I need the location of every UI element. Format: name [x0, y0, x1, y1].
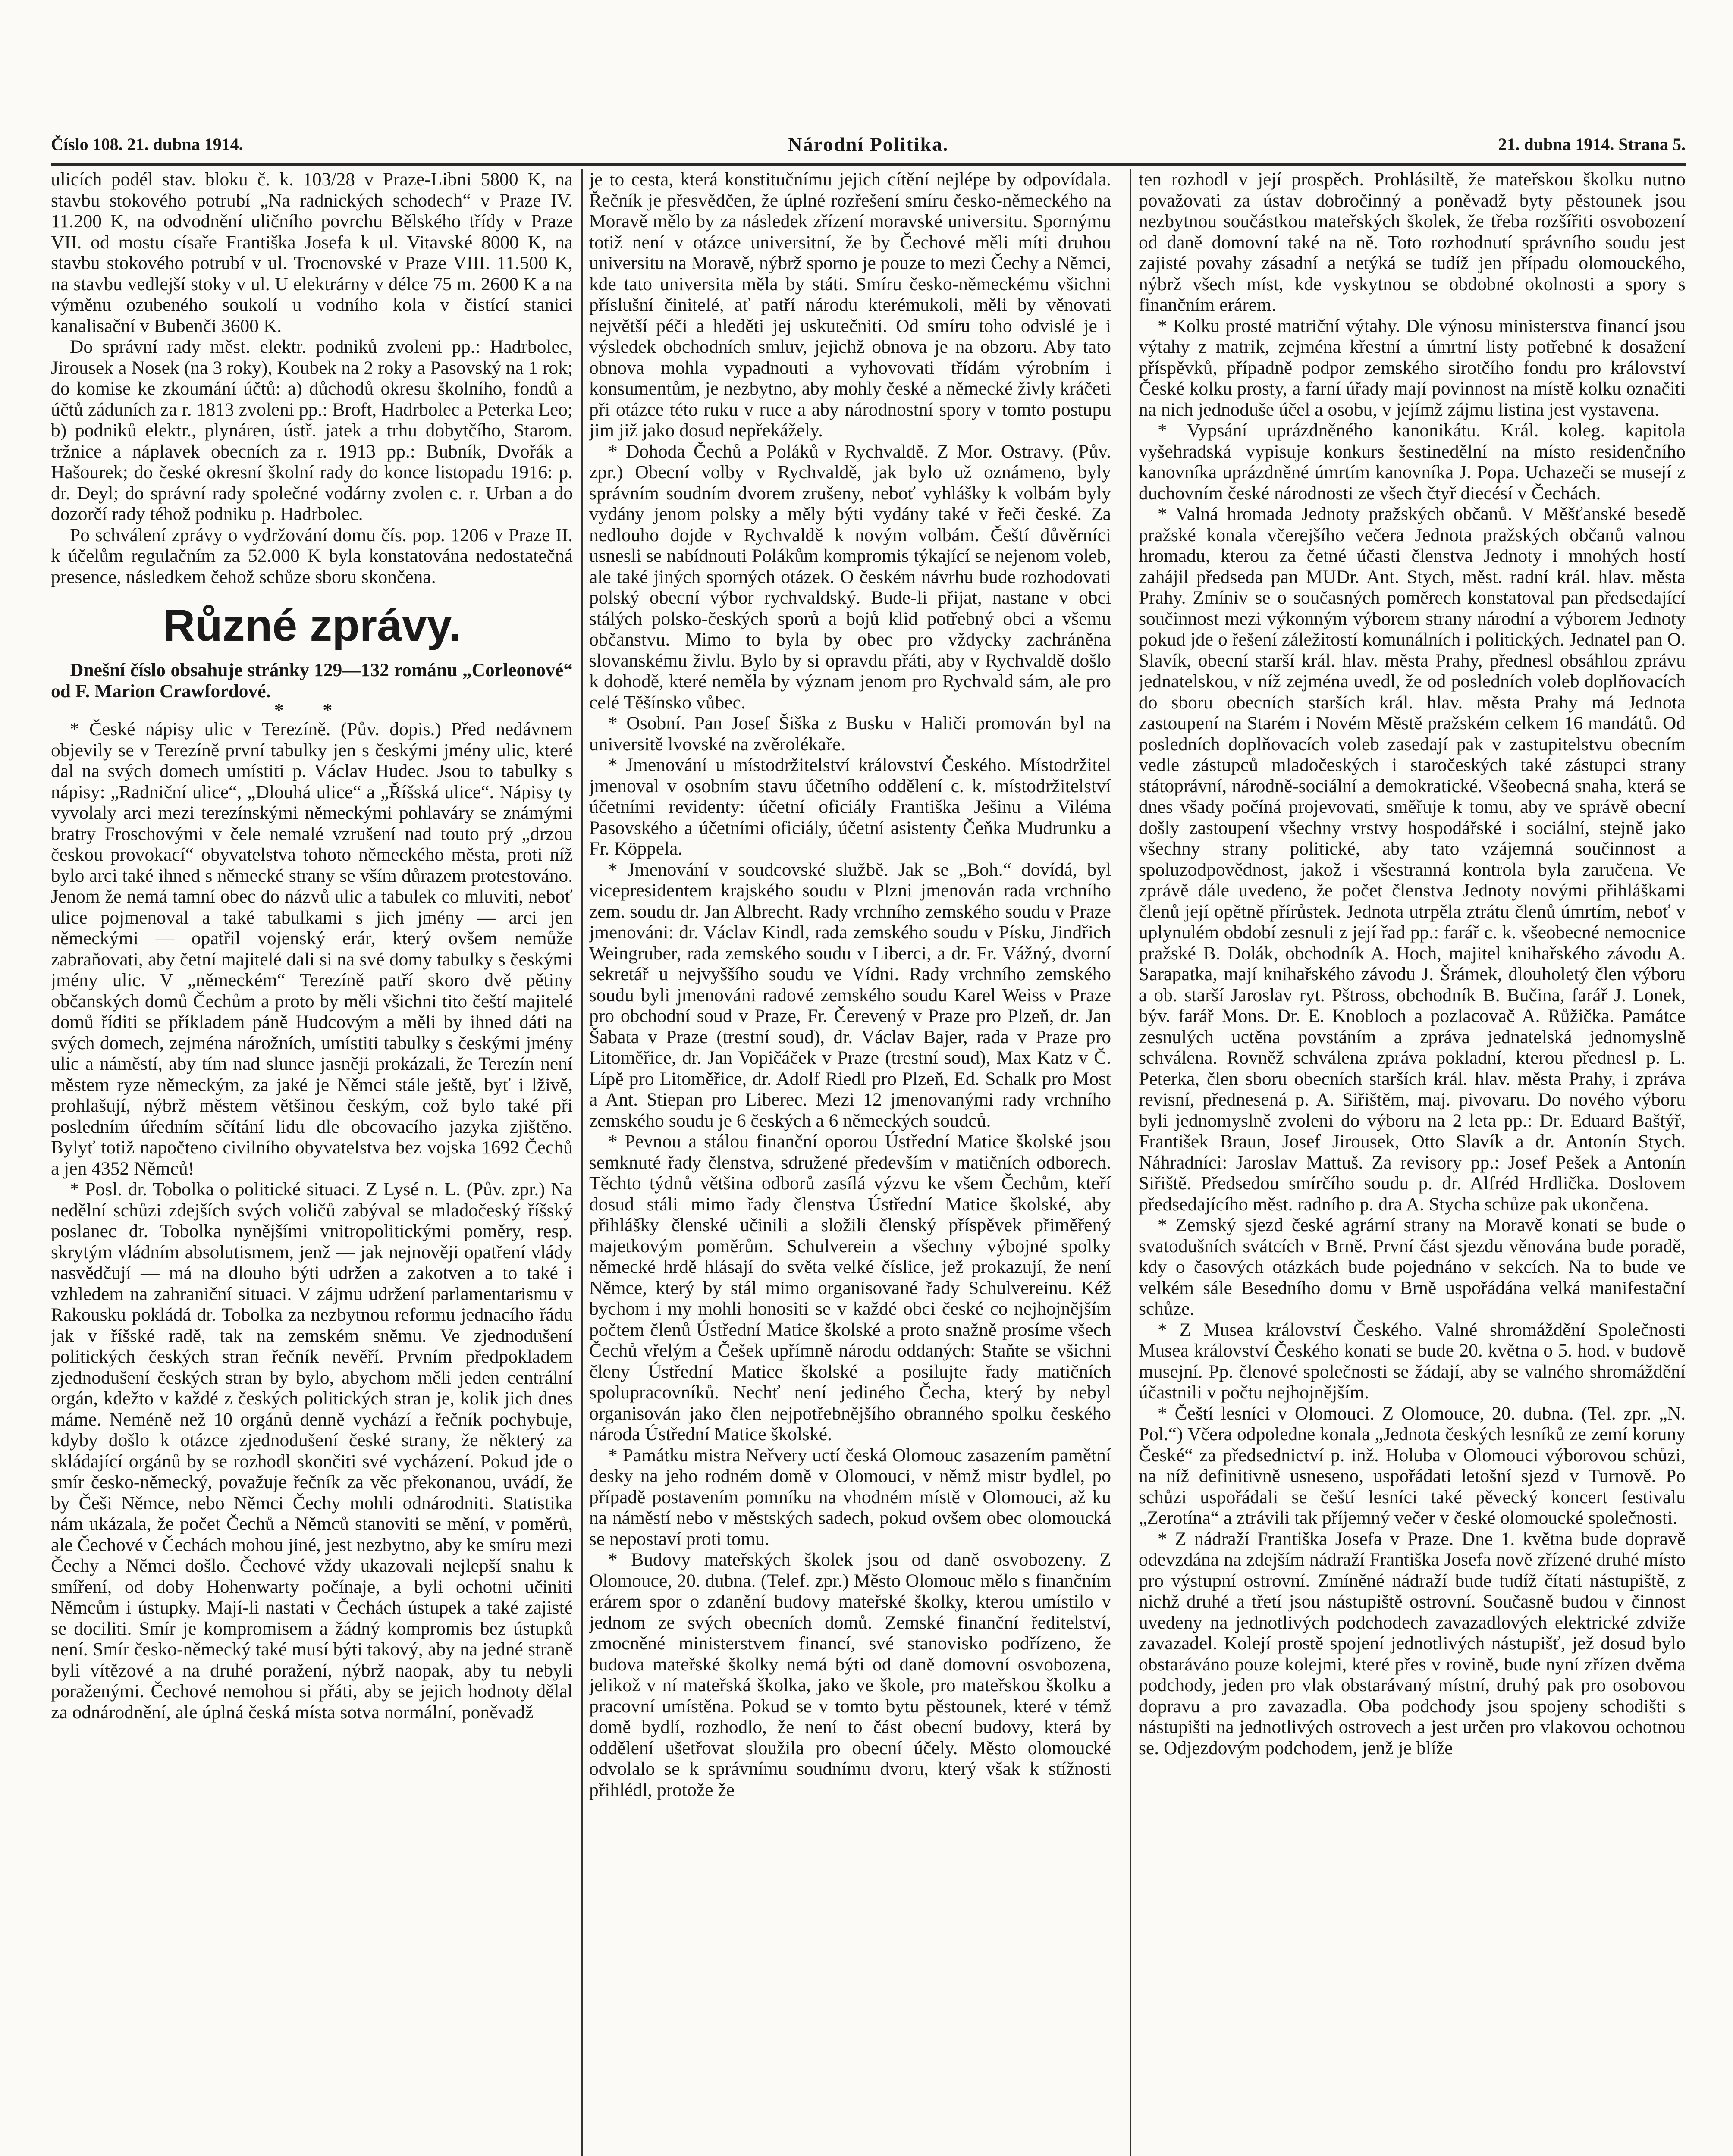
news-item: * České nápisy ulic v Terezíně. (Pův. dopis.) Před nedávnem objevily se v Terezíně první tabulky jen s českými jmény ulic, které dal na svých domech umístiti p. Václav Hudec. Jsou to tabulky s nápisy: „Radniční ulice“, „Dlouhá ulice“ a „Říšská ulice“. Nápisy ty vyvolaly arci mezi terezínskými německými pohlaváry se známými bratry Froschovými v čele nemalé vzrušení nad touto prý „drzou českou provokací“ obyvatelstva tohoto německého města, proti níž bylo arci také ihned s německé strany se vším důrazem protestováno. Jenom že nemá tamní obec do názvů ulic a tabulek co mluviti, neboť ulice pojmenoval a také tabulkami s jich jmény — arci jen německými — opatřil vojenský erár, který ovšem nemůže zabraňovati, aby četní majitelé dali si na své domy tabulky s českými jmény ulic. V „německém“ Terezíně patří skoro dvě pětiny občanských domů Čechům a proto by měli všichni tito čeští majitelé domů říditi se příkladem páně Hudcovým a měli by ihned dáti na svých domech, zejména nárožních, umístiti tabulky s českými jmény ulic a náměstí, aby tím nad slunce jasněji prokázali, že Terezín není městem ryze německým, za jaké je Němci stále ještě, byť i lživě, prohlašují, nýbrž městem většinou českým, což bylo také při posledním úředním sčítání lidu dle obcovacího jazyka zjištěno. Bylyť totiž napočteno civilního obyvatelstva bez vojska 1692 Čechů a jen 4352 Němců! — [51, 719, 573, 1179]
header-rule — [51, 163, 1686, 166]
news-item: * Budovy mateřských školek jsou od daně osvobozeny. Z Olomouce, 20. dubna. (Telef. zpr.) Město Olomouc mělo s finančním erárem spor o zdanění budovy mateřské školky, kterou umístilo v jednom ze svých obecních domů. Zemské finanční ředitelství, zmocněné ministerstvem financí, své stanovisko podřízeno, že budova mateřské školky nemá býti od daně domovní osvobozena, jelikož v ní mateřská školka, jako ve škole, pro mateřskou školku a pracovní umístěna. Pokud se v tomto bytu pěstounek, které v témž domě bydlí, rozhodlo, že není to část obecní budovy, která by oddělení ušetřovat sloužila pro obecní účely. Město olomoucké odvolalo se k správnímu soudnímu dvoru, který však k stížnosti přihlédl, protože že — [589, 1549, 1111, 1800]
separator-stars: * * — [274, 700, 350, 721]
article-paragraph: Po schválení zprávy o vydržování domu čís. pop. 1206 v Praze II. k účelům regulačním za 52.000 K byla konstatována nedostatečná presence, následkem čehož schůze sboru skončena. — [51, 524, 573, 587]
column-divider — [1130, 169, 1131, 2156]
news-item: * Vypsání uprázdněného kanonikátu. Král. koleg. kapitola vyšehradská vypisuje konkurs šestinedělní na místo residenčního kanovníka uprázdněné úmrtím kanovníka J. Popa. Uchazeči se musejí z duchovním české národnosti ze všech čtyř diecésí v Čechách. — [1139, 420, 1686, 504]
article-continuation: ulicích podél stav. bloku č. k. 103/28 v Praze-Libni 5800 K, na stavbu stokového potrubí „Na radnických schodech“ v Praze IV. 11.200 K, na odvodnění uličního povrchu Bělského třídy v Praze VII. od mostu císaře Františka Josefa k ul. Vitavské 8000 K, na stavbu stokového potrubí v ul. Trocnovské v Praze VIII. 11.500 K, na stavbu vedlejší stoky v ul. U elektrárny v délce 75 m. 2600 K a na výměnu ozubeného soukolí u vodního kola v čistící stanici kanalisační v Bubenči 3600 K. — [51, 169, 573, 336]
article-paragraph: Do správní rady měst. elektr. podniků zvoleni pp.: Hadrbolec, Jirousek a Nosek (na 3 roky), Koubek na 2 roky a Pasovský na 1 rok; do komise ke zkoumání účtů: a) důchodů okresu školního, fondů a účtů záduních za r. 1813 zvoleni pp.: Broft, Hadrbolec a Peterka Leo; b) podniků elektr., plynáren, ústř. jatek a trhu dobytčího, Starom. tržnice a náplavek obecních za r. 1913 pp.: Bubník, Dvořák a Hašourek; do české okresní školní rady do konce listopadu 1916: p. dr. Deyl; do správní rady společné vodárny zvolen c. r. Urban a do dozorčí rady téhož podniku p. Hadrbolec. — [51, 336, 573, 524]
column-divider — [581, 169, 583, 2156]
news-item: * Jmenování v soudcovské službě. Jak se „Boh.“ dovídá, byl vicepresidentem krajského soudu v Plzni jmenován rada vrchního zem. soudu dr. Jan Albrecht. Rady vrchního zemského soudu v Praze jmenováni: dr. Václav Kindl, rada zemského soudu v Písku, Jindřich Weingruber, rada zemského soudu v Liberci, a dr. Fr. Vážný, dvorní sekretář u nejvyššího soudu ve Vídni. Rady vrchního zemského soudu byli jmenováni radové zemského soudu Karel Weiss v Praze pro obchodní soud v Praze, Fr. Čerevený v Praze pro Plzeň, dr. Jan Šabata v Praze (trestní soud), dr. Václav Bajer, rada v Praze pro Litoměřice, dr. Jan Vopičáček v Praze (trestní soud), Max Katz v Č. Lípě pro Litoměřice, dr. Adolf Riedl pro Plzeň, Ed. Schalk pro Most a Ant. Stiepan pro Liberec. Mezi 12 jmenovanými rady vrchního zemského soudu je 6 českých a 6 německých soudců. — [589, 859, 1111, 1131]
issue-number-date: Číslo 108. 21. dubna 1914. — [51, 135, 243, 154]
news-item: * Jmenování u místodržitelství království Českého. Místodržitel jmenoval v osobním stavu účetního oddělení c. k. místodržitelství účetními revidenty: účetní oficiály Františka Ješinu a Viléma Pasovského a účetními oficiály, účetní asistenty Čeňka Mudrunku a Fr. Köppela. — [589, 755, 1111, 859]
newspaper-title: Národní Politika. — [788, 133, 949, 155]
date-page-number: 21. dubna 1914. Strana 5. — [1498, 135, 1686, 154]
news-item: * Z nádraží Františka Josefa v Praze. Dne 1. května bude dopravě odevzdána na zdejším nádraží Františka Josefa nově zřízené druhé místo pro výstupní ostrovní. Zmíněné nádraží bude tudíž čítati nástupiště, z nichž druhé a třetí jsou nástupiště ostrovní. Současně budou v činnost uvedeny na jednotlivých podchodech zavazadlových elektrické zdviže zavazadel. Kolejí prostě spojení jednotlivých nástupišť, jež dosud bylo obstaráváno pouze kolejmi, které přes v rovině, bude nyní zřízen dvěma podchody, jeden pro vlak obstarávaný místní, druhý pak pro osobovou dopravu a pro zavazadla. Oba podchody jsou spojeny schodišti s nástupišti na jednotlivých ostrovech a jest určen pro vlakovou ochotnou se. Odjezdovým podchodem, jenž je blíže — [1139, 1528, 1686, 1758]
column-2 — [589, 169, 1111, 2156]
news-item: * Památku mistra Neřvery uctí česká Olomouc zasazením pamětní desky na jeho rodném domě v Olomouci, v němž mistr bydlel, po případě postavením pomníku na vhodném místě v Olomouci, až ku na náměstí nebo v městských sadech, pokud ovšem obec olomoucká se nepostaví proti tomu. — [589, 1445, 1111, 1549]
news-item: * Posl. dr. Tobolka o politické situaci. Z Lysé n. L. (Pův. zpr.) Na nedělní schůzi zdejších svých voličů zabýval se mladočeský říšský poslanec dr. Tobolka nynějšími vnitropolitickými poměry, resp. skrytým vládním absolutismem, jenž — jak nejnověji opatření vlády nasvědčují — má na dlouho býti udržen a zakotven a to také i vzhledem na zahraniční situaci. V zájmu udržení parlamentarismu v Rakousku pokládá dr. Tobolka za nezbytnou reformu jednacího řádu jak v říšské radě, tak na zemském sněmu. Ve zjednodušení politických českých stran řečník nevěří. Prvním předpokladem zjednodušení českých stran by bylo, abychom měli jeden centrální orgán, kdežto v každé z českých politických stran je, kolik jich dnes máme. Neméně než 10 orgánů denně vychází a řečník pochybuje, kdyby došlo k otázce zjednodušení české strany, že některý za skládající orgánů by se rozhodl skončiti své vycházení. Pokud jde o smír česko-německý, považuje řečník za věc překonanou, uvádí, že by Češi Němce, nebo Němci Čechy mohli odnárodniti. Statistika nám ukázala, že počet Čechů a Němců stanoviti se mění, v poměrů, ale Čechové v Čechách mohou jiné, jest nezbytno, aby ke smíru mezi Čechy a Němci došlo. Čechové vždy ukazovali nejlepší snahu k smíření, od doby Hohenwarty počínaje, a byli ochotni učiniti Němcům i ústupky. Mají-li nastati v Čechách ústupek a také zajisté se dociliti. Smír je kompromisem a žádný kompromis bez ústupků není. Smír česko-německý také musí býti takový, aby na jedné straně byli vítězové a na druhé poražení, nýbrž naopak, aby tu nebyli poraženými. Čechové nemohou si přáti, aby se jejich hodnoty dělal za odnárodnění, ale úplná česká místa sotva normální, poněvadž — [51, 1179, 573, 1723]
column-3 — [1139, 169, 1686, 2156]
news-item: * Zemský sjezd české agrární strany na Moravě konati se bude o svatodušních svátcích v Brně. První část sjezdu věnována bude poradě, kdy o časových otázkách bude pojednáno v sekcích. Na to bude ve velkém sále Besedního domu v Brně uspořádána velká manifestační schůze. — [1139, 1215, 1686, 1319]
article-continuation: ten rozhodl v její prospěch. Prohlásiltě, že mateřskou školku nutno považovati za ústav dobročinný a poněvadž byty pěstounek jsou nezbytnou součástkou mateřských školek, že třeba rozšířiti osvobození od daně domovní také na ně. Toto rozhodnutí správního soudu jest zajisté povahy zásadní a netýká se tudíž jen případu olomouckého, nýbrž všech míst, kde vyskytnou se obdobné okolnosti a spory s finančním erárem. — [1139, 169, 1686, 315]
intro-notice: Dnešní číslo obsahuje stránky 129—132 románu „Corleonové“ od F. Marion Crawfordové. — [51, 660, 573, 702]
news-item: * Valná hromada Jednoty pražských občanů. V Měšťanské besedě pražské konala včerejšího večera Jednota pražských občanů valnou hromadu, kterou za četné účasti členstva Jednoty i mnohých hostí zahájil předseda pan MUDr. Ant. Stych, měst. radní král. hlav. města Prahy. Zmíniv se o současných poměrech konstatoval pan předsedající součinnost mezi výkonným výborem strany národní a výborem Jednoty pokud jde o řešení záležitostí komunálních i politických. Jednatel pan O. Slavík, obecní starší král. hlav. města Prahy, přednesl obsáhlou zprávu jednatelskou, v níž zejména uvedl, že od posledních voleb doplňovacích do sboru obecních starších král. hlav. města Prahy má Jednota zastoupení na Starém i Novém Městě pražském celkem 16 mandátů. Od posledních doplňovacích voleb zasedají pak v zastupitelstvu obecním vedle zástupců mladočeských i staročeských také zástupci strany státoprávní, národně-sociální a demokratické. Všeobecná snaha, která se dnes všady počíná projevovati, směřuje k tomu, aby ve správě obecní došly zastoupení všechny vrstvy hospodářské i sociální, stejně jako všechny strany politické, aby tato vzájemná součinnost a spoluzodpovědnost, jakož i všestranná kontrola byla zaručena. Ve zprávě dále uvedeno, že počet členstva Jednoty novými přihláškami členů její opětně přírůstek. Jednota utrpěla ztrátu členů úmrtím, neboť v uplynulém období zesnuli z její řad pp.: farář c. k. všeobecné nemocnice pražské B. Dolák, obchodník A. Hoch, majitel knihařského závodu A. Sarapatka, mají knihařského závodu J. Šrámek, dlouholetý člen výboru a ob. starší Jaroslav ryt. Pštross, obchodník B. Bučina, farář J. Lonek, býv. farář Mons. Dr. E. Knobloch a pozlacovač A. Růžička. Památce zesnulých uctěna povstáním a zpráva jednatelská jednomyslně schválena. Rovněž schválena zpráva pokladní, kterou přednesl p. L. Peterka, člen sboru obecních starších král. hlav. města Prahy, i zpráva revisní, přednesená p. A. Siřištěm, maj. pivovaru. Do nového výboru byli jednomyslně zvoleni do výboru na 2 leta pp.: Dr. Eduard Baštýř, František Braun, Josef Jirousek, Otto Slavík a dr. Antonín Stych. Náhradníci: Jaroslav Mattuš. Za revisory pp.: Josef Pešek a Antonín Siřiště. Předsedou smírčího soudu p. dr. Alfréd Hrdlička. Doslovem předsedajícího měst. radního p. dra A. Stycha schůze pak ukončena. — [1139, 504, 1686, 1215]
news-item: * Kolku prosté matriční výtahy. Dle výnosu ministerstva financí jsou výtahy z matrik, zejména křestní a úmrtní listy potřebné k dosažení příspěvků, případně podpor zemského sirotčího fondu pro království České kolku prosty, a farní úřady mají povinnost na místě kolku označiti na nich jednoduše účel a osobu, v jejímž zájmu listina jest vystavena. — [1139, 315, 1686, 420]
news-item: * Pevnou a stálou finanční oporou Ústřední Matice školské jsou semknuté řady členstva, sdružené především v matičních odborech. Těchto týdnů většina odborů zasílá výzvu ke všem Čechům, kteří dosud stáli mimo řady členstva Ústřední Matice školské, aby přihlášky členské učinili a složili členský příspěvek přiměřený majetkovým poměrům. Schulverein a všechny výbojné spolky německé hrdě hlásají do světa velké číslice, jež prokazují, že není Němce, který by stál mimo organisované řady Schulvereinu. Kéž bychom i my mohli honositi se v každé obci české co nejhojnějším počtem členů Ústřední Matice školské a proto snažně prosíme všech Čechů vřelým a Češek upřímně národu oddaných: Staňte se všichni členy Ústřední Matice školské a posilujte řady matičních spolupracovníků. Nechť není jediného Čecha, který by nebyl organisován jako člen nejpotřebnějšího obranného spolku českého národa Ústřední Matice školské. — [589, 1131, 1111, 1445]
section-title: Různé zprávy. — [163, 601, 461, 651]
page-header — [51, 129, 1686, 160]
news-item: * Dohoda Čechů a Poláků v Rychvaldě. Z Mor. Ostravy. (Pův. zpr.) Obecní volby v Rychvaldě, jak bylo už oznámeno, byly správním soudním dvorem zrušeny, neboť vyhlášky k volbám byly vydány jenom polsky a měly býti vydány také v řeči české. Za nedlouho dojde v Rychvaldě k novým volbám. Čeští důvěrníci usnesli se nabídnouti Polákům kompromis týkající se nejenom voleb, ale také jiných sporných otázek. O českém návrhu bude rozhodovati polský obecní výbor rychvaldský. Bude-li přijat, nastane v obci stálých polsko-českých sporů a bojů klid potřebný obci a všemu občanstvu. Mimo to byla by obec pro vždycky zachráněna slovanskému živlu. Bylo by si opravdu přáti, aby v Rychvaldě došlo k dohodě, které neměla by význam jenom pro Rychvald sám, ale pro celé Těšínsko vůbec. — [589, 441, 1111, 713]
news-item: * Z Musea království Českého. Valné shromáždění Společnosti Musea království Českého konati se bude 20. května o 5. hod. v budově musejní. Pp. členové společnosti se žádají, aby se valného shromáždění účastnili v počtu nejhojnějším. — [1139, 1319, 1686, 1403]
article-continuation: je to cesta, která konstitučnímu jejich cítění nejlépe by odpovídala. Řečník je přesvědčen, že úplné rozřešení smíru česko-německého na Moravě mělo by za následek zřízení moravské universitu. Spornýmu totiž není v otázce universitní, že by Čechové měli míti druhou universitu na Moravě, nýbrž sporno je pouze to mezi Čechy a Němci, kde tato universita měla by státi. Smíru česko-německému všichni příslušní činitelé, ať patří národu kterémukoli, měli by věnovati největší péči a hleděti jej uskutečniti. Od smíru toho odvislé je i výsledek obchodních smluv, jejichž obnova je na obzoru. Aby tato obnova mohla vypadnouti a vyhovovati třídám výrobním i konsumentům, je nezbytno, aby mohly české a německé živly kráčeti při otázce této ruku v ruce a aby národnostní spory v tomto postupu jim již jako dosud nepřekážely. — [589, 169, 1111, 441]
column-1 — [51, 169, 573, 2156]
news-item: * Osobní. Pan Josef Šiška z Busku v Haliči promován byl na universitě lvovské na zvěrolékaře. — [589, 713, 1111, 755]
news-item: * Čeští lesníci v Olomouci. Z Olomouce, 20. dubna. (Tel. zpr. „N. Pol.“) Včera odpoledne konala „Jednota českých lesníků ze zemí koruny České“ za předsednictví p. inž. Holuba v Olomouci výborovou schůzi, na níž definitivně usneseno, uspořádati letošní sjezd v Turnově. Po schůzi uspořádali se čeští lesníci také pěvecký koncert festivalu „Zerotína“ a ztrávili tak příjemný večer v české olomoucké společnosti. — [1139, 1403, 1686, 1528]
